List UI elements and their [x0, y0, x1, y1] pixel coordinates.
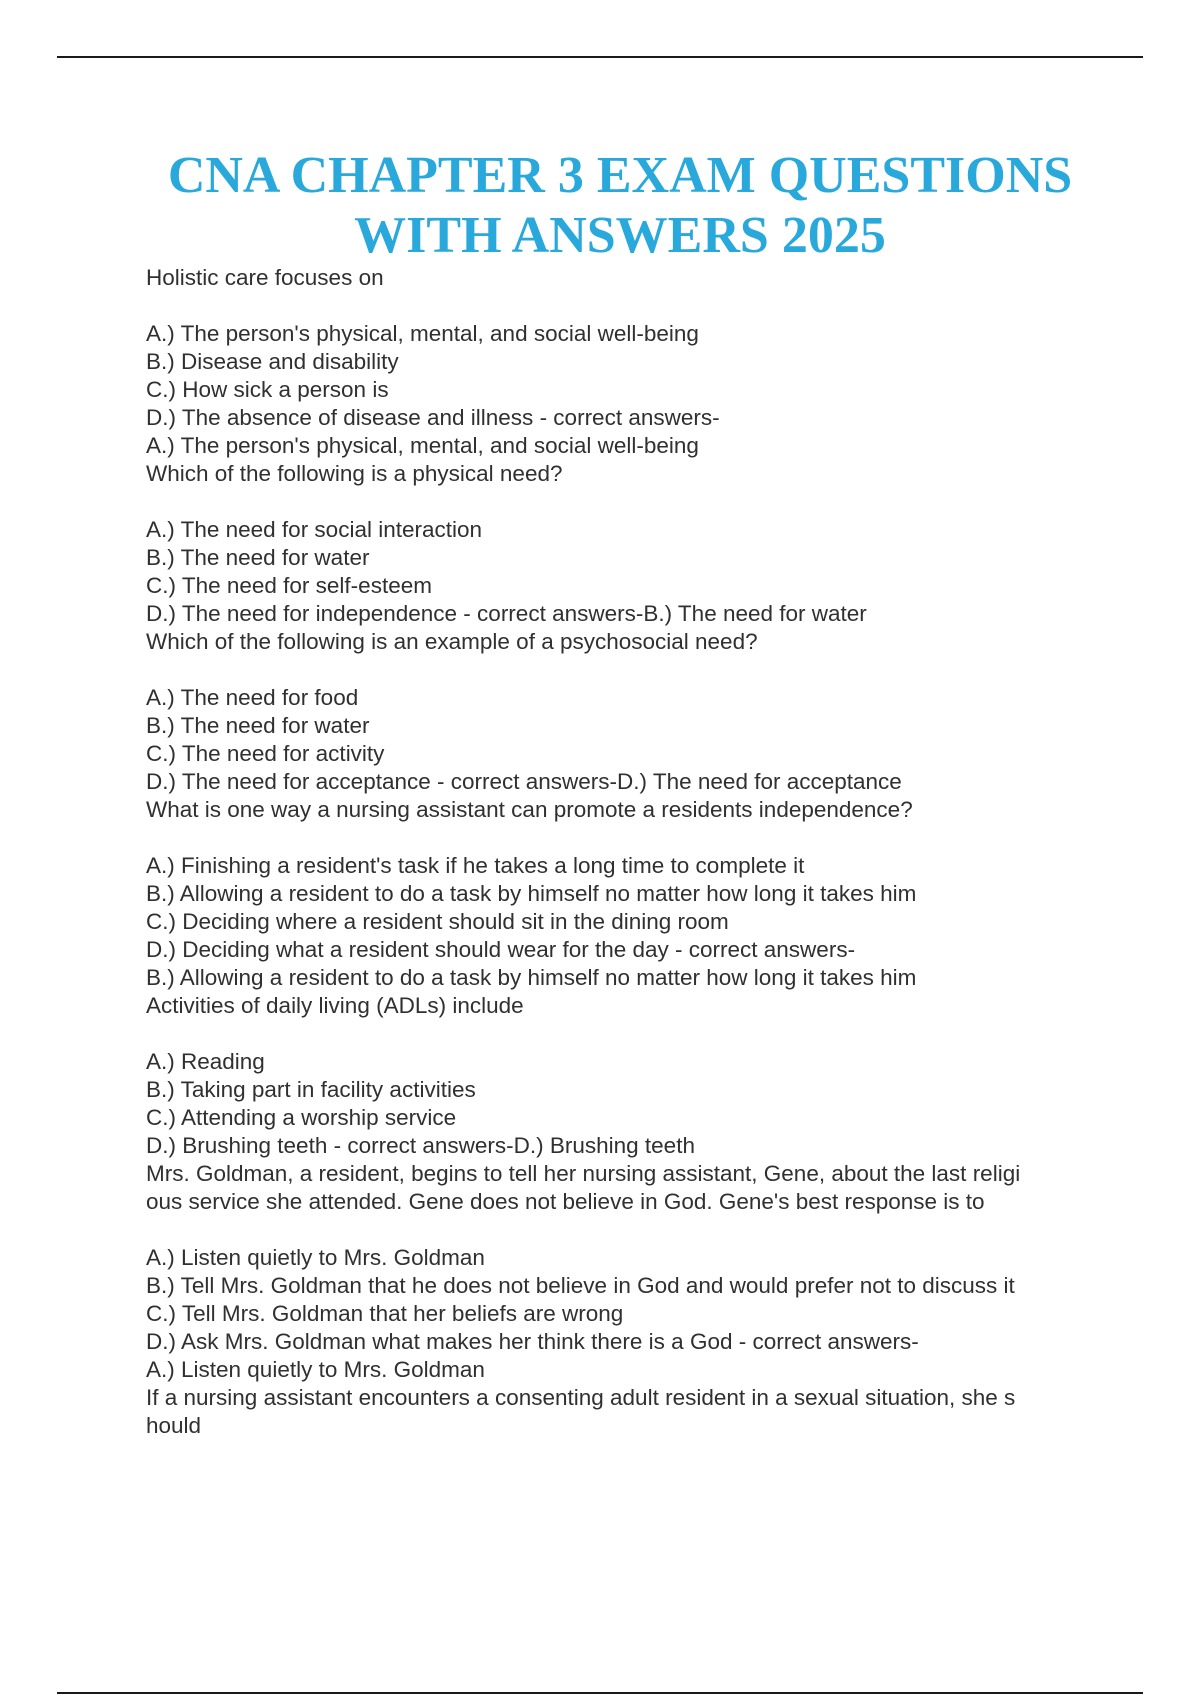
text-line: D.) Ask Mrs. Goldman what makes her think there is a God - correct answers-	[146, 1329, 919, 1354]
text-line: C.) The need for activity	[146, 741, 385, 766]
text-line: D.) Brushing teeth - correct answers-D.) Brushing teeth	[146, 1133, 695, 1158]
text-line: C.) Tell Mrs. Goldman that her beliefs are wrong	[146, 1301, 624, 1326]
document-title	[60, 146, 1180, 266]
text-line: A.) Listen quietly to Mrs. Goldman	[146, 1245, 485, 1270]
document-body	[146, 264, 1096, 1440]
bottom-rule	[57, 1692, 1143, 1694]
blank-line	[146, 488, 1096, 516]
text-line: Activities of daily living (ADLs) include	[146, 993, 524, 1018]
text-line: A.) The person's physical, mental, and social well-being	[146, 433, 699, 458]
blank-line	[146, 656, 1096, 684]
text-line: B.) Disease and disability	[146, 349, 399, 374]
text-line: D.) Deciding what a resident should wear for the day - correct answers-	[146, 937, 856, 962]
text-line: B.) Allowing a resident to do a task by himself no matter how long it takes him	[146, 881, 917, 906]
text-line: C.) The need for self-esteem	[146, 573, 432, 598]
blank-line	[146, 1020, 1096, 1048]
text-line: A.) Reading	[146, 1049, 265, 1074]
text-line: B.) Tell Mrs. Goldman that he does not believe in God and would prefer not to discuss it	[146, 1273, 1015, 1298]
text-line: A.) The person's physical, mental, and social well-being	[146, 321, 699, 346]
text-line: hould	[146, 1413, 202, 1438]
text-line: B.) Taking part in facility activities	[146, 1077, 476, 1102]
title-line-1: CNA CHAPTER 3 EXAM QUESTIONS	[167, 147, 1073, 204]
text-line: C.) How sick a person is	[146, 377, 389, 402]
text-line: B.) The need for water	[146, 713, 370, 738]
text-line: C.) Attending a worship service	[146, 1105, 457, 1130]
text-line: A.) The need for food	[146, 685, 359, 710]
text-line: Holistic care focuses on	[146, 265, 384, 290]
blank-line	[146, 824, 1096, 852]
top-rule	[57, 56, 1143, 58]
text-line: ous service she attended. Gene does not believe in God. Gene's best response is to	[146, 1189, 985, 1214]
text-line: D.) The need for independence - correct answers-B.) The need for water	[146, 601, 867, 626]
blank-line	[146, 1216, 1096, 1244]
text-line: Mrs. Goldman, a resident, begins to tell her nursing assistant, Gene, about the last religi	[146, 1161, 1021, 1186]
text-line: B.) Allowing a resident to do a task by himself no matter how long it takes him	[146, 965, 917, 990]
blank-line	[146, 292, 1096, 320]
text-line: A.) The need for social interaction	[146, 517, 483, 542]
text-line: D.) The need for acceptance - correct answers-D.) The need for acceptance	[146, 769, 902, 794]
text-line: A.) Finishing a resident's task if he takes a long time to complete it	[146, 853, 805, 878]
text-line: A.) Listen quietly to Mrs. Goldman	[146, 1357, 485, 1382]
text-line: What is one way a nursing assistant can promote a residents independence?	[146, 797, 913, 822]
text-line: Which of the following is a physical need?	[146, 461, 563, 486]
text-line: Which of the following is an example of a psychosocial need?	[146, 629, 758, 654]
title-line-2: WITH ANSWERS 2025	[354, 207, 886, 264]
text-line: B.) The need for water	[146, 545, 370, 570]
text-line: D.) The absence of disease and illness - correct answers-	[146, 405, 720, 430]
text-line: If a nursing assistant encounters a consenting adult resident in a sexual situation, she s	[146, 1385, 1016, 1410]
text-line: C.) Deciding where a resident should sit in the dining room	[146, 909, 729, 934]
